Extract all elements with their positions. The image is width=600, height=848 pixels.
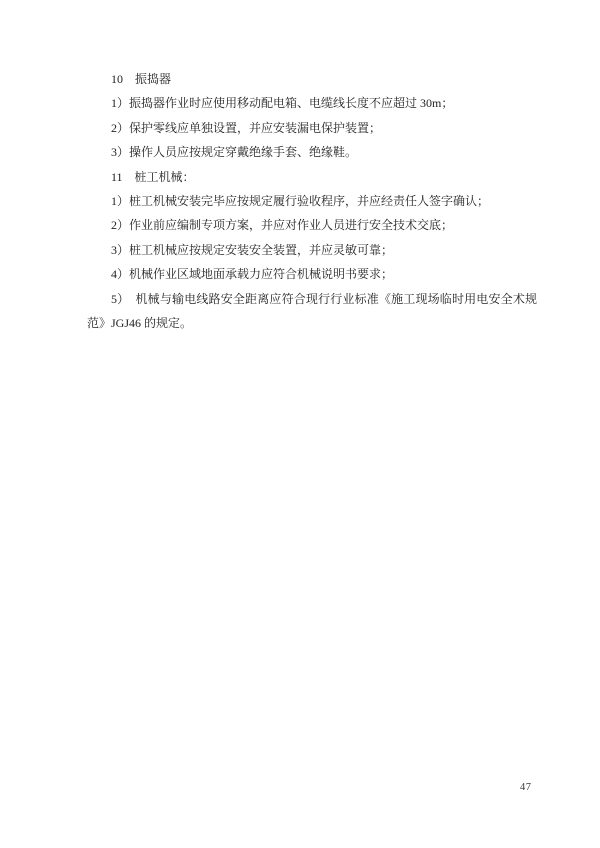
section-11-item-4: 4）机械作业区域地面承载力应符合机械说明书要求； [111,267,394,282]
section-11-item-3: 3）桩工机械应按规定安装安全装置，并应灵敏可靠； [111,242,394,257]
section-11-item-1: 1）桩工机械安装完毕应按规定履行验收程序，并应经责任人签字确认； [111,194,490,209]
page-number: 47 [520,782,532,793]
section-11-heading: 11 桩工机械： [111,169,195,184]
section-10-item-2: 2）保护零线应单独设置，并应安装漏电保护装置； [111,120,382,135]
section-11-item-2: 2）作业前应编制专项方案，并应对作业人员进行安全技术交底； [111,218,454,233]
section-10-item-3: 3）操作人员应按规定穿戴绝缘手套、绝缘鞋。 [111,145,358,160]
section-11-item-5: 5） 机械与输电线路安全距离应符合现行行业标准《施工现场临时用电安全术规范》JGJ46 的规定。 [87,291,537,331]
section-10-item-1: 1）振捣器作业时应使用移动配电箱、电缆线长度不应超过 30m； [111,96,454,111]
section-10-heading: 10 振捣器 [111,72,172,86]
document-content [87,67,537,335]
